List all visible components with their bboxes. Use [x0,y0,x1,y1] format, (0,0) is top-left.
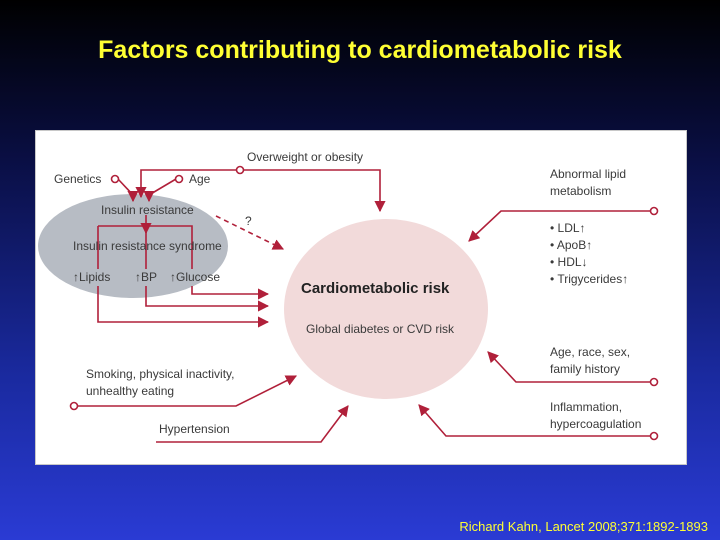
arrow-glucose [192,286,268,294]
demographics-label-2: family history [550,362,621,376]
apob-label: • ApoB↑ [550,238,593,252]
lifestyle-label-1: Smoking, physical inactivity, [86,367,235,381]
bp-label: ↑BP [135,270,158,284]
center-title: Cardiometabolic risk [301,280,450,297]
arrow-overweight-to-risk [244,170,380,211]
node-lipid-metabolism [651,208,658,215]
insulin-syndrome-label: Insulin resistance syndrome [73,239,222,253]
lipid-metabolism-label-2: metabolism [550,184,612,198]
lipid-metabolism-label-1: Abnormal lipid [550,167,627,181]
lipids-label: ↑Lipids [73,270,111,284]
question-label: ? [245,214,252,228]
glucose-label: ↑Glucose [170,270,221,284]
lifestyle-label-2: unhealthy eating [86,384,175,398]
hdl-label: • HDL↓ [550,255,588,269]
node-lifestyle [71,403,78,410]
node-overweight [237,167,244,174]
hypertension-label: Hypertension [159,422,230,436]
diagram-panel [35,130,687,465]
citation: Richard Kahn, Lancet 2008;371:1892-1893 [459,519,708,534]
insulin-resistance-label: Insulin resistance [101,203,194,217]
inflammation-label-1: Inflammation, [550,400,623,414]
node-age [176,176,183,183]
ldl-label: • LDL↑ [550,221,586,235]
triglycerides-label: • Trigycerides↑ [550,272,629,286]
genetics-label: Genetics [54,172,102,186]
node-inflammation [651,433,658,440]
center-subtitle: Global diabetes or CVD risk [306,322,455,336]
node-genetics [112,176,119,183]
overweight-label: Overweight or obesity [247,150,364,164]
cardiometabolic-risk-ellipse [284,219,488,399]
slide-title: Factors contributing to cardiometabolic risk [98,36,622,64]
inflammation-label-2: hypercoagulation [550,417,642,431]
node-demographics [651,379,658,386]
demographics-label-1: Age, race, sex, [550,345,631,359]
age-label: Age [189,172,211,186]
